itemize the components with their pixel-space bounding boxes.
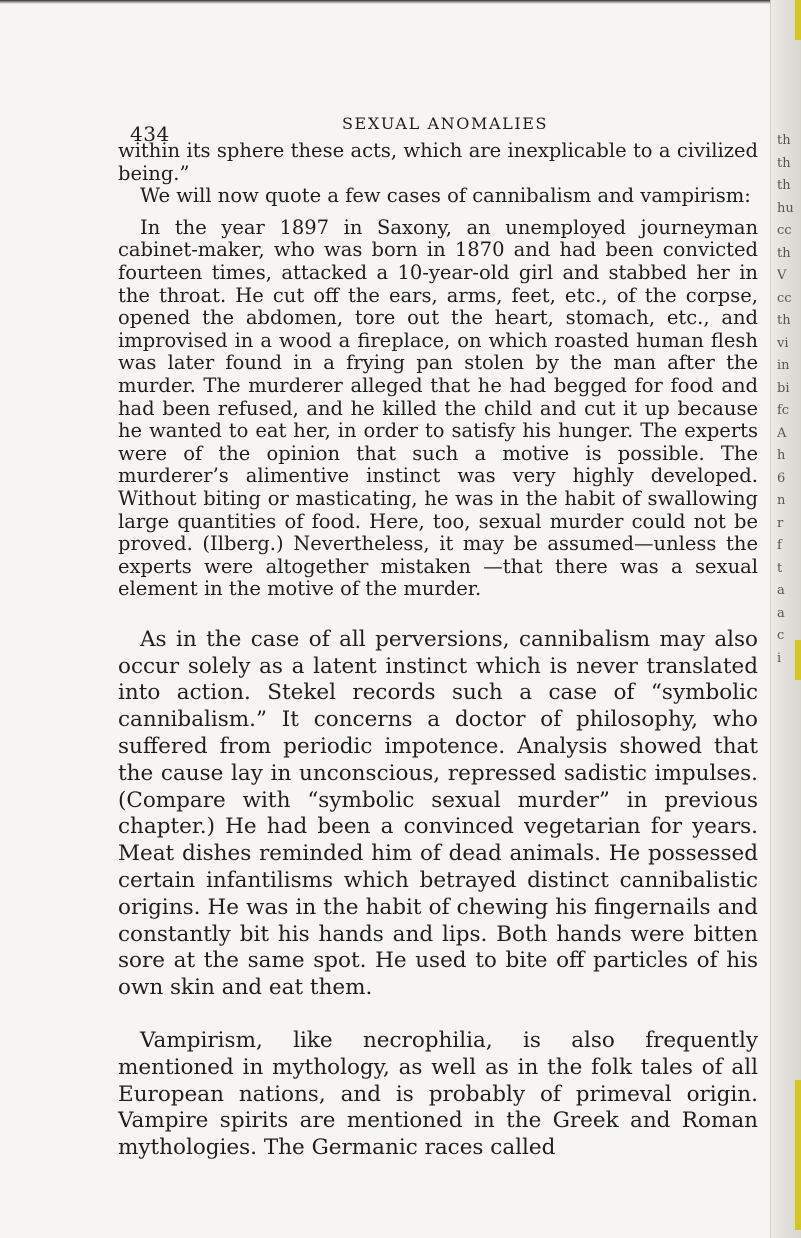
- top-shadow: [0, 0, 801, 4]
- paragraph-symbolic-cannibalism: As in the case of all perversions, cannibalism may also occur solely as a latent instinct which is never translated into action. Stekel records such a case of “symbolic cannibalism.” It concerns a doctor of philosophy, who suffered from periodic impotence. Analysis showed that the cause lay in unconscious, repressed sadistic impulses. (Compare with “symbolic sexual murder” in previous chapter.) He had been a convinced vegetarian for years. Meat dishes reminded him of dead animals. He possessed certain infantilisms which betrayed distinct cannibalistic origins. He was in the habit of chewing his fingernails and constantly bit his hands and lips. Both hands were bitten sore at the same spot. He used to bite off particles of his own skin and eat them.: [118, 626, 758, 1001]
- next-page-fragment: hu: [777, 200, 794, 216]
- next-page-fragment: th: [777, 155, 791, 171]
- next-page-fragment: cc: [777, 223, 792, 238]
- next-page-fragment: A: [777, 425, 787, 441]
- next-page-fragment: n: [777, 493, 786, 508]
- paragraph-intro: We will now quote a few cases of cannibalism and vampirism:: [140, 184, 751, 208]
- next-page-fragment: in: [777, 358, 790, 373]
- next-page-fragment: th: [777, 245, 791, 261]
- body-text: [118, 140, 758, 1162]
- next-page-fragment: r: [777, 515, 784, 531]
- next-page-fragment: a: [777, 605, 785, 621]
- paragraph-vampirism: Vampirism, like necrophilia, is also frequently mentioned in mythology, as well as in the folk tales of all European nations, and is probably of primeval origin. Vampire spirits are mentioned in the Greek and Roman mythologies. The Germanic races called: [118, 1028, 758, 1161]
- next-page-edge: [770, 0, 801, 1238]
- next-page-fragment: t: [777, 560, 783, 576]
- next-page-fragment: 6: [777, 470, 786, 486]
- next-page-fragment: th: [777, 133, 791, 148]
- paragraph-continuation: within its sphere these acts, which are inexplicable to a civilized being.”: [118, 139, 758, 185]
- next-page-fragment: c: [777, 628, 785, 643]
- edge-highlight-bar: [795, 640, 801, 680]
- next-page-fragment: th: [777, 313, 791, 328]
- next-page-fragments: [777, 130, 801, 670]
- next-page-fragment: vi: [777, 335, 789, 351]
- next-page-fragment: V: [777, 268, 787, 283]
- page-number: 434: [130, 122, 170, 146]
- next-page-fragment: a: [777, 583, 785, 598]
- paragraph-saxony-case: In the year 1897 in Saxony, an unemployed journeyman cabinet-maker, who was born in 1870 and had been convicted fourteen times, attacked a 10-year-old girl and stabbed her in the throat. He cut off the ears, arms, feet, etc., of the corpse, opened the abdomen, tore out the heart, stomach, etc., and improvised in a wood a fireplace, on which roasted human flesh was later found in a frying pan stolen by the man after the murder. The murderer alleged that he had begged for food and had been refused, and he killed the child and cut it up because he wanted to eat her, in order to satisfy his hunger. The experts were of the opinion that such a motive is possible. The murderer’s alimentive instinct was very highly developed. Without biting or masticating, he was in the habit of swallowing large quantities of food. Here, too, sexual murder could not be proved. (Ilberg.) Nevertheless, it may be assumed—unless the experts were altogether mistaken —that there was a sexual element in the motive of the murder.: [118, 215, 758, 601]
- next-page-fragment: cc: [777, 290, 792, 306]
- edge-highlight-bar: [795, 1080, 801, 1230]
- next-page-fragment: i: [777, 650, 782, 666]
- running-head: SEXUAL ANOMALIES: [342, 114, 549, 133]
- next-page-fragment: bi: [777, 380, 790, 396]
- edge-highlight-bar: [795, 0, 801, 40]
- next-page-fragment: fc: [777, 403, 790, 418]
- next-page-fragment: f: [777, 538, 782, 553]
- next-page-fragment: th: [777, 178, 791, 193]
- next-page-fragment: h: [777, 448, 786, 463]
